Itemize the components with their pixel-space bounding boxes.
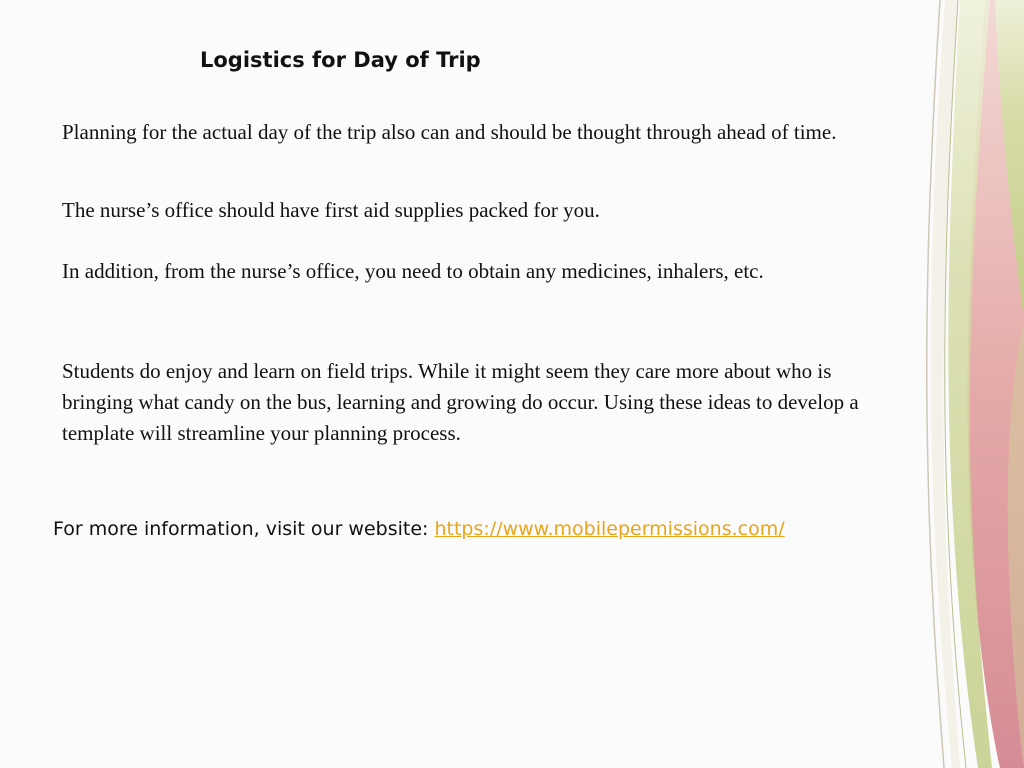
- paragraph-medicines: In addition, from the nurse’s office, you need to obtain any medicines, inhalers, etc.: [62, 259, 764, 283]
- footer-prefix: For more information, visit our website:: [53, 518, 435, 540]
- paragraph-first-aid: The nurse’s office should have first aid supplies packed for you.: [62, 198, 600, 222]
- website-link[interactable]: https://www.mobilepermissions.com/: [434, 518, 785, 540]
- slide-title: Logistics for Day of Trip: [200, 48, 481, 72]
- paragraph-students: Students do enjoy and learn on field trips. While it might seem they care more about who is bringing what candy on the bus, learning and growing do occur. Using these ideas to develop a template will streamline your planning process.: [62, 359, 859, 445]
- footer-info: [53, 518, 785, 540]
- paragraph-planning: Planning for the actual day of the trip also can and should be thought through ahead of time.: [62, 120, 837, 144]
